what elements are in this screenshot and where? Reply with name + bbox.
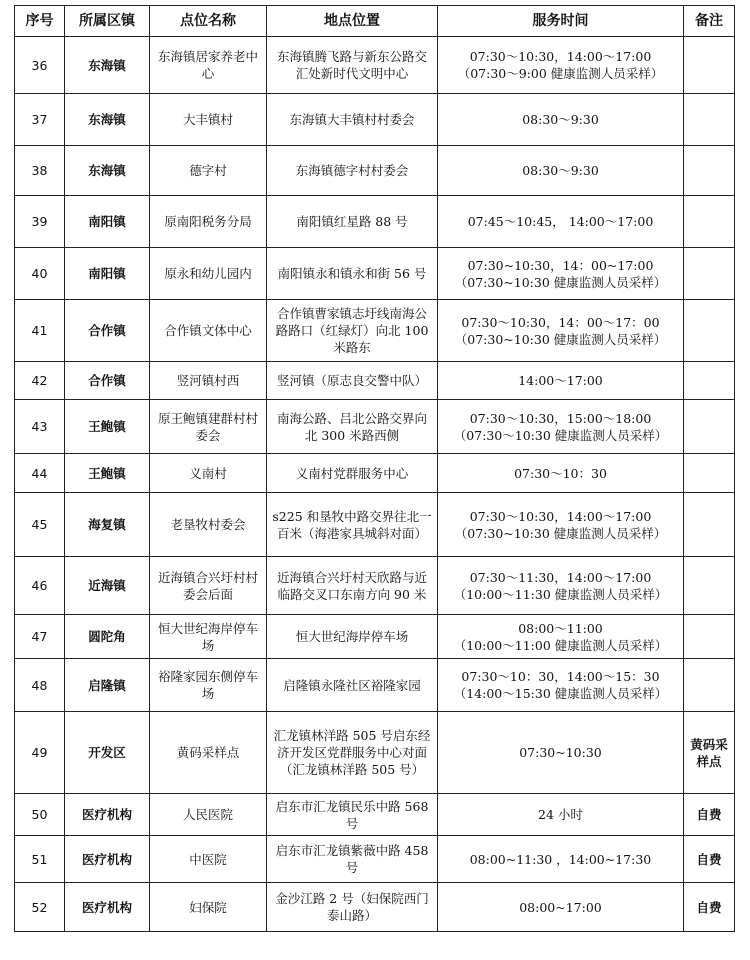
table-row bbox=[15, 712, 735, 794]
table-row bbox=[15, 454, 735, 493]
cell-note: 自费 bbox=[684, 794, 735, 836]
table-row bbox=[15, 248, 735, 300]
cell-note bbox=[684, 659, 735, 712]
cell-location: 南阳镇红星路 88 号 bbox=[267, 196, 438, 248]
cell-note bbox=[684, 400, 735, 454]
cell-seq: 39 bbox=[15, 196, 65, 248]
cell-site-name: 义南村 bbox=[150, 454, 267, 493]
cell-town: 合作镇 bbox=[65, 300, 150, 362]
cell-seq: 38 bbox=[15, 146, 65, 196]
service-hours-line: 07:30～11:30，14:00～17:00 bbox=[469, 569, 652, 585]
table-header-row bbox=[15, 6, 735, 37]
cell-note: 黄码采样点 bbox=[684, 712, 735, 794]
cell-site-name: 大丰镇村 bbox=[150, 94, 267, 146]
cell-location: 启隆镇永隆社区裕隆家园 bbox=[267, 659, 438, 712]
cell-location: 东海镇腾飞路与新东公路交汇处新时代文明中心 bbox=[267, 37, 438, 94]
cell-site-name: 老垦牧村委会 bbox=[150, 493, 267, 557]
cell-town: 启隆镇 bbox=[65, 659, 150, 712]
cell-location: s225 和垦牧中路交界往北一百米（海港家具城斜对面） bbox=[267, 493, 438, 557]
cell-note bbox=[684, 557, 735, 615]
cell-note bbox=[684, 454, 735, 493]
table-row bbox=[15, 493, 735, 557]
cell-town: 东海镇 bbox=[65, 37, 150, 94]
cell-service-hours bbox=[438, 659, 684, 712]
cell-service-hours bbox=[438, 836, 684, 883]
cell-seq: 40 bbox=[15, 248, 65, 300]
cell-seq: 49 bbox=[15, 712, 65, 794]
cell-seq: 52 bbox=[15, 883, 65, 932]
table-row bbox=[15, 794, 735, 836]
cell-service-hours bbox=[438, 196, 684, 248]
table-row bbox=[15, 400, 735, 454]
cell-town: 医疗机构 bbox=[65, 883, 150, 932]
table-row bbox=[15, 146, 735, 196]
service-hours-line: 07:30～10:30，14:00～17:00 bbox=[469, 508, 652, 524]
service-hours-line: （07:30～10:30 健康监测人员采样） bbox=[453, 427, 668, 443]
cell-note bbox=[684, 37, 735, 94]
cell-service-hours bbox=[438, 794, 684, 836]
cell-note: 自费 bbox=[684, 836, 735, 883]
service-hours-line: （07:30～9:00 健康监测人员采样） bbox=[457, 66, 664, 81]
cell-seq: 46 bbox=[15, 557, 65, 615]
cell-seq: 50 bbox=[15, 794, 65, 836]
cell-note bbox=[684, 300, 735, 362]
cell-site-name: 近海镇合兴圩村村委会后面 bbox=[150, 557, 267, 615]
cell-service-hours bbox=[438, 615, 684, 659]
cell-service-hours bbox=[438, 146, 684, 196]
cell-seq: 48 bbox=[15, 659, 65, 712]
cell-note bbox=[684, 362, 735, 400]
service-hours-line: 14:00～17:00 bbox=[518, 373, 603, 388]
cell-location: 金沙江路 2 号（妇保院西门泰山路） bbox=[267, 883, 438, 932]
cell-seq: 42 bbox=[15, 362, 65, 400]
cell-site-name: 原南阳税务分局 bbox=[150, 196, 267, 248]
cell-site-name: 合作镇文体中心 bbox=[150, 300, 267, 362]
cell-town: 东海镇 bbox=[65, 94, 150, 146]
table-row bbox=[15, 557, 735, 615]
cell-service-hours bbox=[438, 362, 684, 400]
cell-service-hours bbox=[438, 37, 684, 94]
cell-service-hours bbox=[438, 248, 684, 300]
cell-service-hours bbox=[438, 883, 684, 932]
header-site-name: 点位名称 bbox=[150, 6, 267, 37]
cell-site-name: 黄码采样点 bbox=[150, 712, 267, 794]
cell-town: 王鲍镇 bbox=[65, 400, 150, 454]
cell-note bbox=[684, 94, 735, 146]
table-row bbox=[15, 196, 735, 248]
header-location: 地点位置 bbox=[267, 6, 438, 37]
table-row bbox=[15, 883, 735, 932]
service-hours-line: （14:00～15:30 健康监测人员采样） bbox=[453, 686, 668, 701]
cell-note bbox=[684, 248, 735, 300]
cell-seq: 43 bbox=[15, 400, 65, 454]
cell-seq: 37 bbox=[15, 94, 65, 146]
cell-location: 东海镇大丰镇村村委会 bbox=[267, 94, 438, 146]
cell-town: 近海镇 bbox=[65, 557, 150, 615]
cell-site-name: 妇保院 bbox=[150, 883, 267, 932]
cell-note bbox=[684, 615, 735, 659]
cell-service-hours bbox=[438, 94, 684, 146]
cell-seq: 36 bbox=[15, 37, 65, 94]
cell-location: 近海镇合兴圩村天欣路与近临路交叉口东南方向 90 米 bbox=[267, 557, 438, 615]
service-hours-line: （10:00～11:00 健康监测人员采样） bbox=[453, 637, 668, 653]
header-service-hours: 服务时间 bbox=[438, 6, 684, 37]
cell-seq: 45 bbox=[15, 493, 65, 557]
cell-service-hours bbox=[438, 300, 684, 362]
cell-location: 启东市汇龙镇紫薇中路 458 号 bbox=[267, 836, 438, 883]
cell-site-name: 德字村 bbox=[150, 146, 267, 196]
table-row bbox=[15, 836, 735, 883]
cell-location: 竖河镇（原志良交警中队） bbox=[267, 362, 438, 400]
service-hours-line: 08:30～9:30 bbox=[522, 112, 599, 127]
service-hours-line: （07:30~10:30 健康监测人员采样） bbox=[454, 274, 667, 290]
cell-town: 南阳镇 bbox=[65, 196, 150, 248]
cell-location: 合作镇曹家镇志圩线南海公路路口（红绿灯）向北 100 米路东 bbox=[267, 300, 438, 362]
cell-town: 医疗机构 bbox=[65, 794, 150, 836]
service-hours-line: （07:30~10:30 健康监测人员采样） bbox=[454, 525, 667, 541]
cell-town: 南阳镇 bbox=[65, 248, 150, 300]
cell-location: 东海镇德字村村委会 bbox=[267, 146, 438, 196]
service-hours-line: （10:00～11:30 健康监测人员采样） bbox=[453, 586, 668, 602]
service-hours-line: 07:30～10：30，14:00～15：30 bbox=[461, 669, 660, 684]
service-hours-line: 07:45～10:45， 14:00～17:00 bbox=[467, 214, 654, 229]
cell-seq: 47 bbox=[15, 615, 65, 659]
header-town: 所属区镇 bbox=[65, 6, 150, 37]
service-hours-line: 07:30～10：30 bbox=[514, 465, 607, 481]
cell-town: 东海镇 bbox=[65, 146, 150, 196]
cell-site-name: 原王鲍镇建群村村委会 bbox=[150, 400, 267, 454]
cell-town: 开发区 bbox=[65, 712, 150, 794]
cell-site-name: 裕隆家园东侧停车场 bbox=[150, 659, 267, 712]
cell-location: 恒大世纪海岸停车场 bbox=[267, 615, 438, 659]
cell-town: 王鲍镇 bbox=[65, 454, 150, 493]
table-row bbox=[15, 362, 735, 400]
service-hours-line: 07:30～10:30，14:00～17:00 bbox=[469, 49, 652, 64]
service-hours-line: 08:30～9:30 bbox=[522, 163, 599, 178]
cell-site-name: 原永和幼儿园内 bbox=[150, 248, 267, 300]
cell-site-name: 东海镇居家养老中心 bbox=[150, 37, 267, 94]
service-hours-line: 07:30~10:30 bbox=[519, 745, 602, 760]
service-hours-line: 07:30～10:30，14：00～17：00 bbox=[461, 314, 660, 330]
cell-note bbox=[684, 146, 735, 196]
cell-location: 南海公路、吕北公路交界向北 300 米路西侧 bbox=[267, 400, 438, 454]
cell-town: 圆陀角 bbox=[65, 615, 150, 659]
table-row bbox=[15, 659, 735, 712]
cell-service-hours bbox=[438, 557, 684, 615]
cell-location: 义南村党群服务中心 bbox=[267, 454, 438, 493]
cell-service-hours bbox=[438, 493, 684, 557]
cell-site-name: 恒大世纪海岸停车场 bbox=[150, 615, 267, 659]
cell-site-name: 中医院 bbox=[150, 836, 267, 883]
header-note: 备注 bbox=[684, 6, 735, 37]
cell-seq: 44 bbox=[15, 454, 65, 493]
header-seq: 序号 bbox=[15, 6, 65, 37]
cell-service-hours bbox=[438, 712, 684, 794]
cell-seq: 51 bbox=[15, 836, 65, 883]
cell-town: 合作镇 bbox=[65, 362, 150, 400]
table-row bbox=[15, 300, 735, 362]
cell-site-name: 人民医院 bbox=[150, 794, 267, 836]
service-hours-line: 07:30～10:30，15:00～18:00 bbox=[469, 410, 652, 426]
service-hours-line: 08:00~11:30 ，14:00~17:30 bbox=[469, 851, 652, 867]
table-row bbox=[15, 94, 735, 146]
cell-service-hours bbox=[438, 400, 684, 454]
cell-location: 南阳镇永和镇永和街 56 号 bbox=[267, 248, 438, 300]
cell-town: 医疗机构 bbox=[65, 836, 150, 883]
cell-note bbox=[684, 493, 735, 557]
service-hours-line: 24 小时 bbox=[538, 807, 583, 822]
cell-note bbox=[684, 196, 735, 248]
service-hours-line: 07:30~10:30，14：00~17:00 bbox=[467, 257, 654, 273]
testing-sites-table bbox=[14, 5, 735, 932]
cell-note: 自费 bbox=[684, 883, 735, 932]
cell-town: 海复镇 bbox=[65, 493, 150, 557]
service-hours-line: （07:30~10:30 健康监测人员采样） bbox=[454, 331, 667, 347]
cell-location: 汇龙镇林洋路 505 号启东经济开发区党群服务中心对面（汇龙镇林洋路 505 号） bbox=[267, 712, 438, 794]
table-row bbox=[15, 615, 735, 659]
cell-site-name: 竖河镇村西 bbox=[150, 362, 267, 400]
cell-location: 启东市汇龙镇民乐中路 568 号 bbox=[267, 794, 438, 836]
service-hours-line: 08:00~17:00 bbox=[519, 899, 602, 915]
service-hours-line: 08:00～11:00 bbox=[518, 620, 603, 636]
cell-service-hours bbox=[438, 454, 684, 493]
table-row bbox=[15, 37, 735, 94]
cell-seq: 41 bbox=[15, 300, 65, 362]
